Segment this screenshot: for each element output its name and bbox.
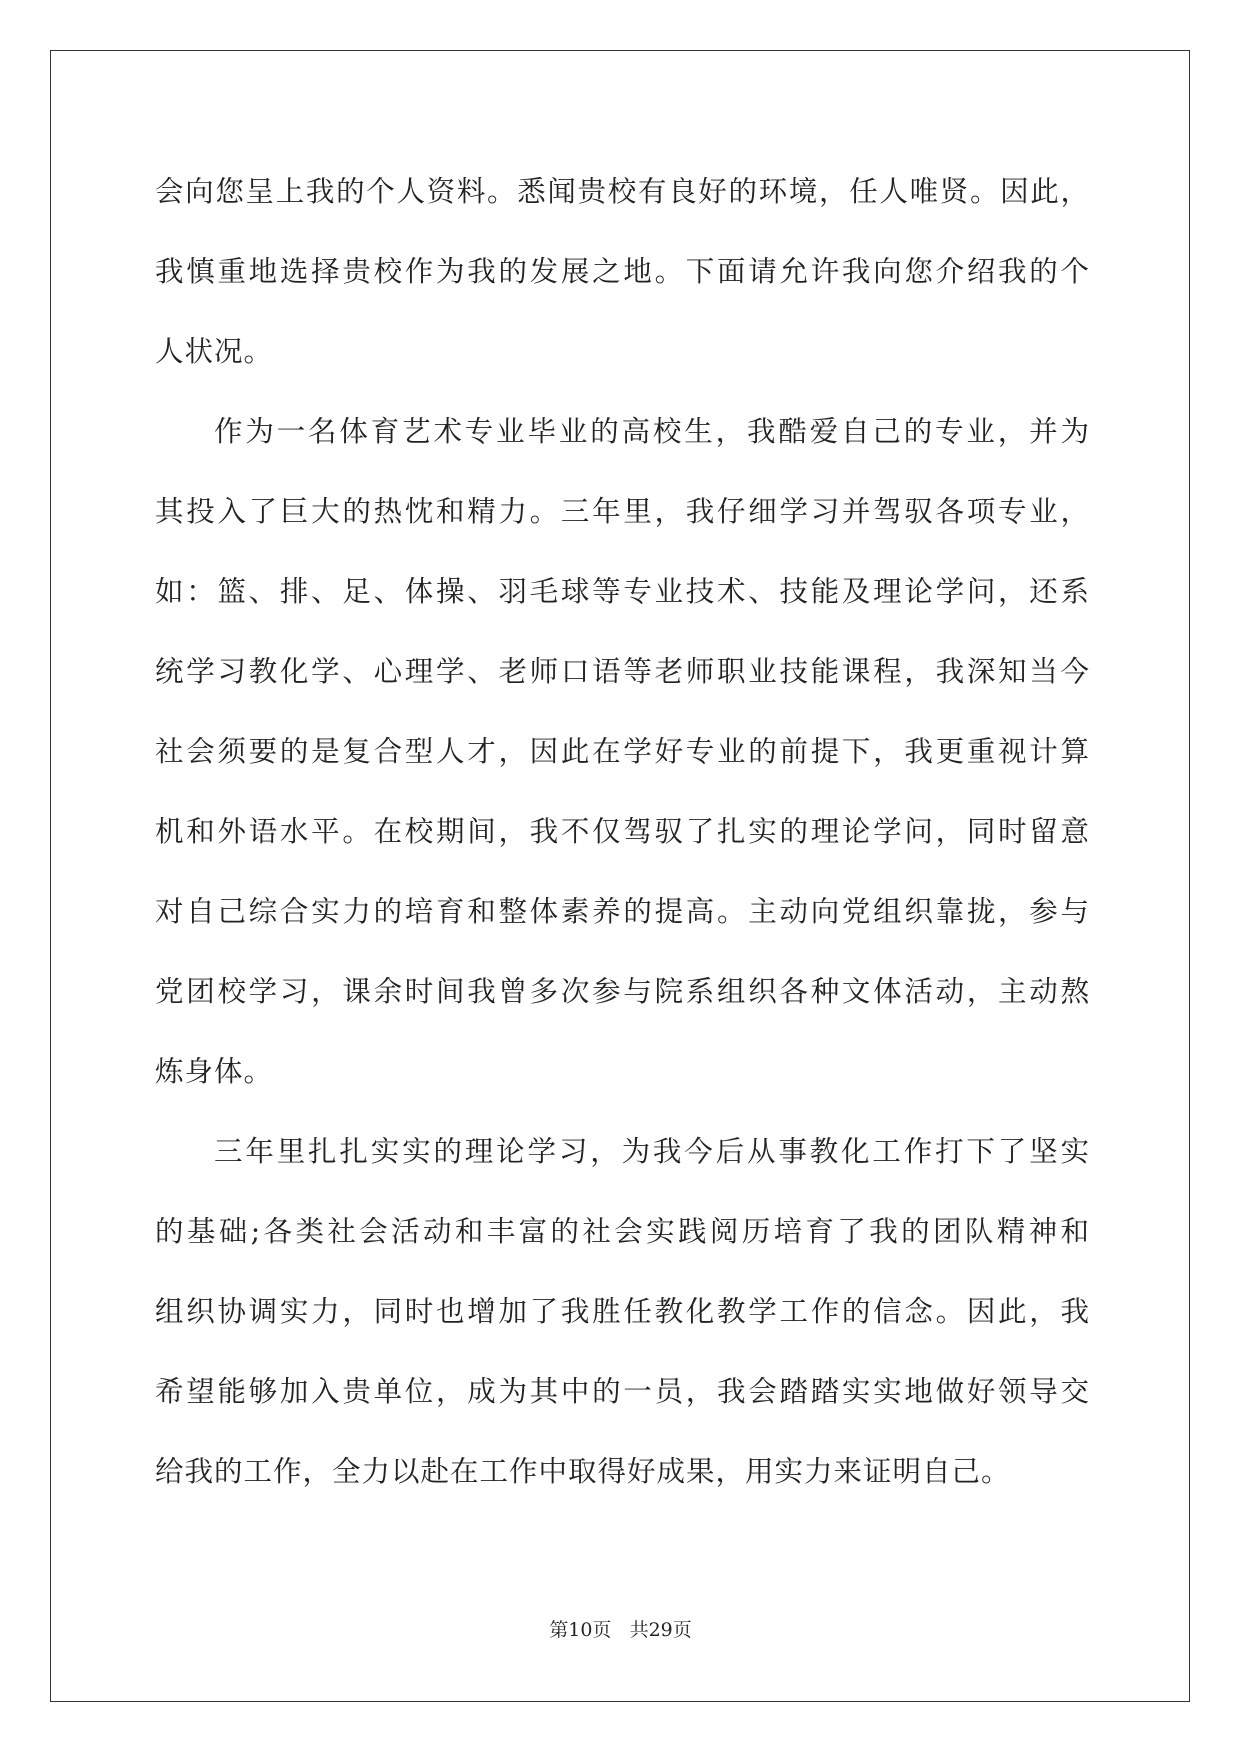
text-line: 三年里扎扎实实的理论学习，为我今后从事教化工作打下了坚实 — [214, 1135, 1090, 1168]
text-line: 社会须要的是复合型人才，因此在学好专业的前提下，我更重视计算 — [155, 735, 1090, 768]
page-footer — [0, 1617, 1241, 1643]
text-line: 我慎重地选择贵校作为我的发展之地。下面请允许我向您介绍我的个 — [155, 255, 1090, 288]
text-line: 炼身体。 — [155, 1055, 274, 1088]
text-line: 希望能够加入贵单位，成为其中的一员，我会踏踏实实地做好领导交 — [155, 1375, 1090, 1408]
text-line: 其投入了巨大的热忱和精力。三年里，我仔细学习并驾驭各项专业， — [155, 495, 1090, 528]
text-line: 对自己综合实力的培育和整体素养的提高。主动向党组织靠拢，参与 — [155, 895, 1090, 928]
text-line: 党团校学习，课余时间我曾多次参与院系组织各种文体活动，主动熬 — [155, 975, 1090, 1008]
page-total: 共29页 — [629, 1619, 692, 1641]
text-line: 统学习教化学、心理学、老师口语等老师职业技能课程，我深知当今 — [155, 655, 1090, 688]
text-line: 的基础;各类社会活动和丰富的社会实践阅历培育了我的团队精神和 — [155, 1215, 1090, 1248]
text-line: 作为一名体育艺术专业毕业的高校生，我酷爱自己的专业，并为 — [214, 415, 1090, 448]
page-number: 第10页 — [549, 1619, 612, 1641]
text-line: 给我的工作，全力以赴在工作中取得好成果，用实力来证明自己。 — [155, 1455, 1011, 1488]
text-line: 会向您呈上我的个人资料。悉闻贵校有良好的环境，任人唯贤。因此， — [155, 175, 1090, 208]
text-line: 如：篮、排、足、体操、羽毛球等专业技术、技能及理论学问，还系 — [155, 575, 1090, 608]
text-line: 人状况。 — [155, 335, 274, 368]
text-line: 机和外语水平。在校期间，我不仅驾驭了扎实的理论学问，同时留意 — [155, 815, 1090, 848]
text-line: 组织协调实力，同时也增加了我胜任教化教学工作的信念。因此，我 — [155, 1295, 1090, 1328]
